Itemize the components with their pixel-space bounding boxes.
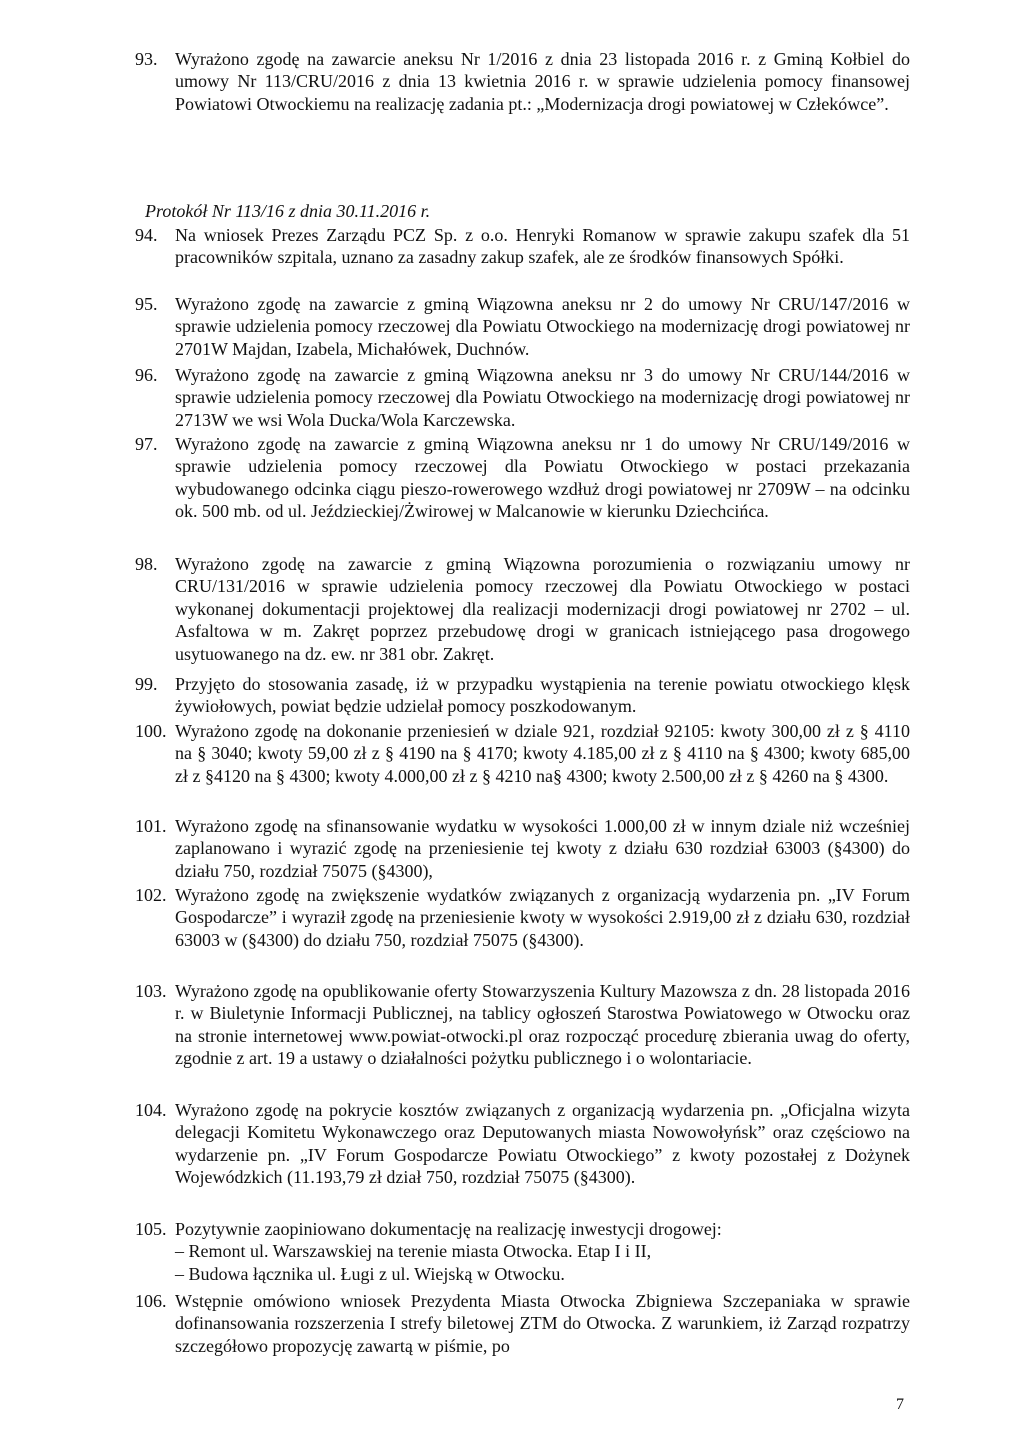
item-text: Wyrażono zgodę na dokonanie przeniesień w dziale 921, rozdział 92105: kwoty 300,00 zł z § 4110 na § 3040; kwoty 59,00 zł z § 4190 na § 4170; kwoty 4.185,00 zł z § 4110 na § 4300; kwoty 685,00 zł z §4120 na § 4300; kwoty 4.000,00 zł z § 4210 na§ 4300; kwoty 2.500,00 zł z § 4260 na § 4300. (175, 721, 910, 786)
item-text: Na wniosek Prezes Zarządu PCZ Sp. z o.o. Henryki Romanow w sprawie zakupu szafek dla 51 pracowników szpitala, uznano za zasadny zakup szafek, ale ze środków finansowych Spółki. (175, 225, 910, 268)
item-text: Pozytywnie zaopiniowano dokumentację na realizację inwestycji drogowej: (175, 1219, 722, 1239)
item-96 (135, 364, 910, 431)
item-text: Wyrażono zgodę na zwiększenie wydatków związanych z organizacją wydarzenia pn. „IV Forum Gospodarcze” i wyraził zgodę na przeniesienie kwoty w wysokości 2.919,00 zł z działu 630, rozdział 63003 w (§4300) do działu 750, rozdział 75075 (§4300). (175, 885, 910, 950)
item-number: 102. (135, 885, 167, 905)
list-item: – Remont ul. Warszawskiej na terenie miasta Otwocka. Etap I i II, (175, 1241, 652, 1262)
page-number: 7 (896, 1396, 904, 1413)
item-text: Wstępnie omówiono wniosek Prezydenta Miasta Otwocka Zbigniewa Szczepaniaka w sprawie dofinansowania rozszerzenia I strefy biletowej ZTM do Otwocka. Z warunkiem, iż Zarząd rozpatrzy szczegółowo propozycję zawartą w piśmie, po (175, 1291, 910, 1356)
item-number: 101. (135, 816, 167, 836)
item-number: 105. (135, 1219, 167, 1239)
item-105 (135, 1218, 910, 1285)
item-number: 104. (135, 1100, 167, 1120)
item-106 (135, 1290, 910, 1357)
item-number: 96. (135, 365, 158, 385)
item-text: Wyrażono zgodę na zawarcie z gminą Wiązowna aneksu nr 1 do umowy Nr CRU/149/2016 w sprawie udzielenia pomocy rzeczowej dla Powiatu Otwockiego w postaci przekazania wybudowanego odcinka ciągu pieszo-rowerowego wzdłuż drogi powiatowej nr 2709W – na odcinku ok. 500 mb. od ul. Jeździeckiej/Żwirowej w Malcanowie w kierunku Dziechcińca. (175, 434, 910, 522)
item-93 (135, 48, 910, 115)
item-text: Wyrażono zgodę na pokrycie kosztów związanych z organizacją wydarzenia pn. „Oficjalna wizyta delegacji Komitetu Wykonawczego oraz Deputowanych miasta Nowowołyńsk” oraz częściowo na wydarzenie pn. „IV Forum Gospodarcze Powiatu Otwockiego” z kwoty pozostałej z Dożynek Wojewódzkich (11.193,79 zł dział 750, rozdział 75075 (§4300). (175, 1100, 910, 1188)
list-item: – Budowa łącznika ul. Ługi z ul. Wiejską w Otwocku. (175, 1263, 565, 1284)
item-97 (135, 433, 910, 523)
protocol-heading: Protokół Nr 113/16 z dnia 30.11.2016 r. (145, 201, 431, 221)
item-number: 93. (135, 49, 158, 69)
item-103 (135, 980, 910, 1070)
item-text: Wyrażono zgodę na sfinansowanie wydatku w wysokości 1.000,00 zł w innym dziale niż wcześniej zaplanowano i wyrazić zgodę na przeniesienie tej kwoty z działu 630 rozdział 63003 (§4300) do działu 750, rozdział 75075 (§4300), (175, 816, 910, 881)
item-94 (135, 224, 910, 269)
item-number: 95. (135, 294, 158, 314)
item-101 (135, 815, 910, 882)
item-text: Wyrażono zgodę na zawarcie z gminą Wiązowna porozumienia o rozwiązaniu umowy nr CRU/131/2016 w sprawie udzielenia pomocy rzeczowej dla Powiatu Otwockiego w postaci wykonanej dokumentacji projektowej dla realizacji modernizacji drogi powiatowej nr 2702 – ul. Asfaltowa w m. Zakręt poprzez przebudowę drogi w granicach istniejącego pasa drogowego usytuowanego na dz. ew. nr 381 obr. Zakręt. (175, 554, 910, 664)
item-number: 103. (135, 981, 167, 1001)
item-102 (135, 884, 910, 951)
item-number: 98. (135, 554, 158, 574)
item-number: 97. (135, 434, 158, 454)
item-95 (135, 293, 910, 360)
item-104 (135, 1099, 910, 1189)
item-text: Wyrażono zgodę na zawarcie z gminą Wiązowna aneksu nr 2 do umowy Nr CRU/147/2016 w sprawie udzielenia pomocy rzeczowej dla Powiatu Otwockiego na modernizację drogi powiatowej nr 2701W Majdan, Izabela, Michałówek, Duchnów. (175, 294, 910, 359)
item-99 (135, 673, 910, 718)
item-text: Przyjęto do stosowania zasadę, iż w przypadku wystąpienia na terenie powiatu otwockiego klęsk żywiołowych, powiat będzie udzielał pomocy poszkodowanym. (175, 674, 910, 717)
item-98 (135, 553, 910, 665)
item-number: 106. (135, 1291, 167, 1311)
item-text: Wyrażono zgodę na zawarcie aneksu Nr 1/2016 z dnia 23 listopada 2016 r. z Gminą Kołbiel do umowy Nr 113/CRU/2016 z dnia 13 kwietnia 2016 r. w sprawie udzielenia pomocy finansowej Powiatowi Otwockiemu na realizację zadania pt.: „Modernizacja drogi powiatowej w Człekówce”. (175, 49, 910, 114)
item-number: 94. (135, 225, 158, 245)
item-text: Wyrażono zgodę na zawarcie z gminą Wiązowna aneksu nr 3 do umowy Nr CRU/144/2016 w sprawie udzielenia pomocy rzeczowej dla Powiatu Otwockiego na modernizację drogi powiatowej nr 2713W we wsi Wola Ducka/Wola Karczewska. (175, 365, 910, 430)
item-text: Wyrażono zgodę na opublikowanie oferty Stowarzyszenia Kultury Mazowsza z dn. 28 listopada 2016 r. w Biuletynie Informacji Publicznej, na tablicy ogłoszeń Starostwa Powiatowego w Otwocku oraz na stronie internetowej www.powiat-otwocki.pl oraz rozpocząć procedurę zbierania uwag do oferty, zgodnie z art. 19 a ustawy o działalności pożytku publicznego i o wolontariacie. (175, 981, 910, 1069)
item-100 (135, 720, 910, 787)
item-number: 99. (135, 674, 158, 694)
item-number: 100. (135, 721, 167, 741)
